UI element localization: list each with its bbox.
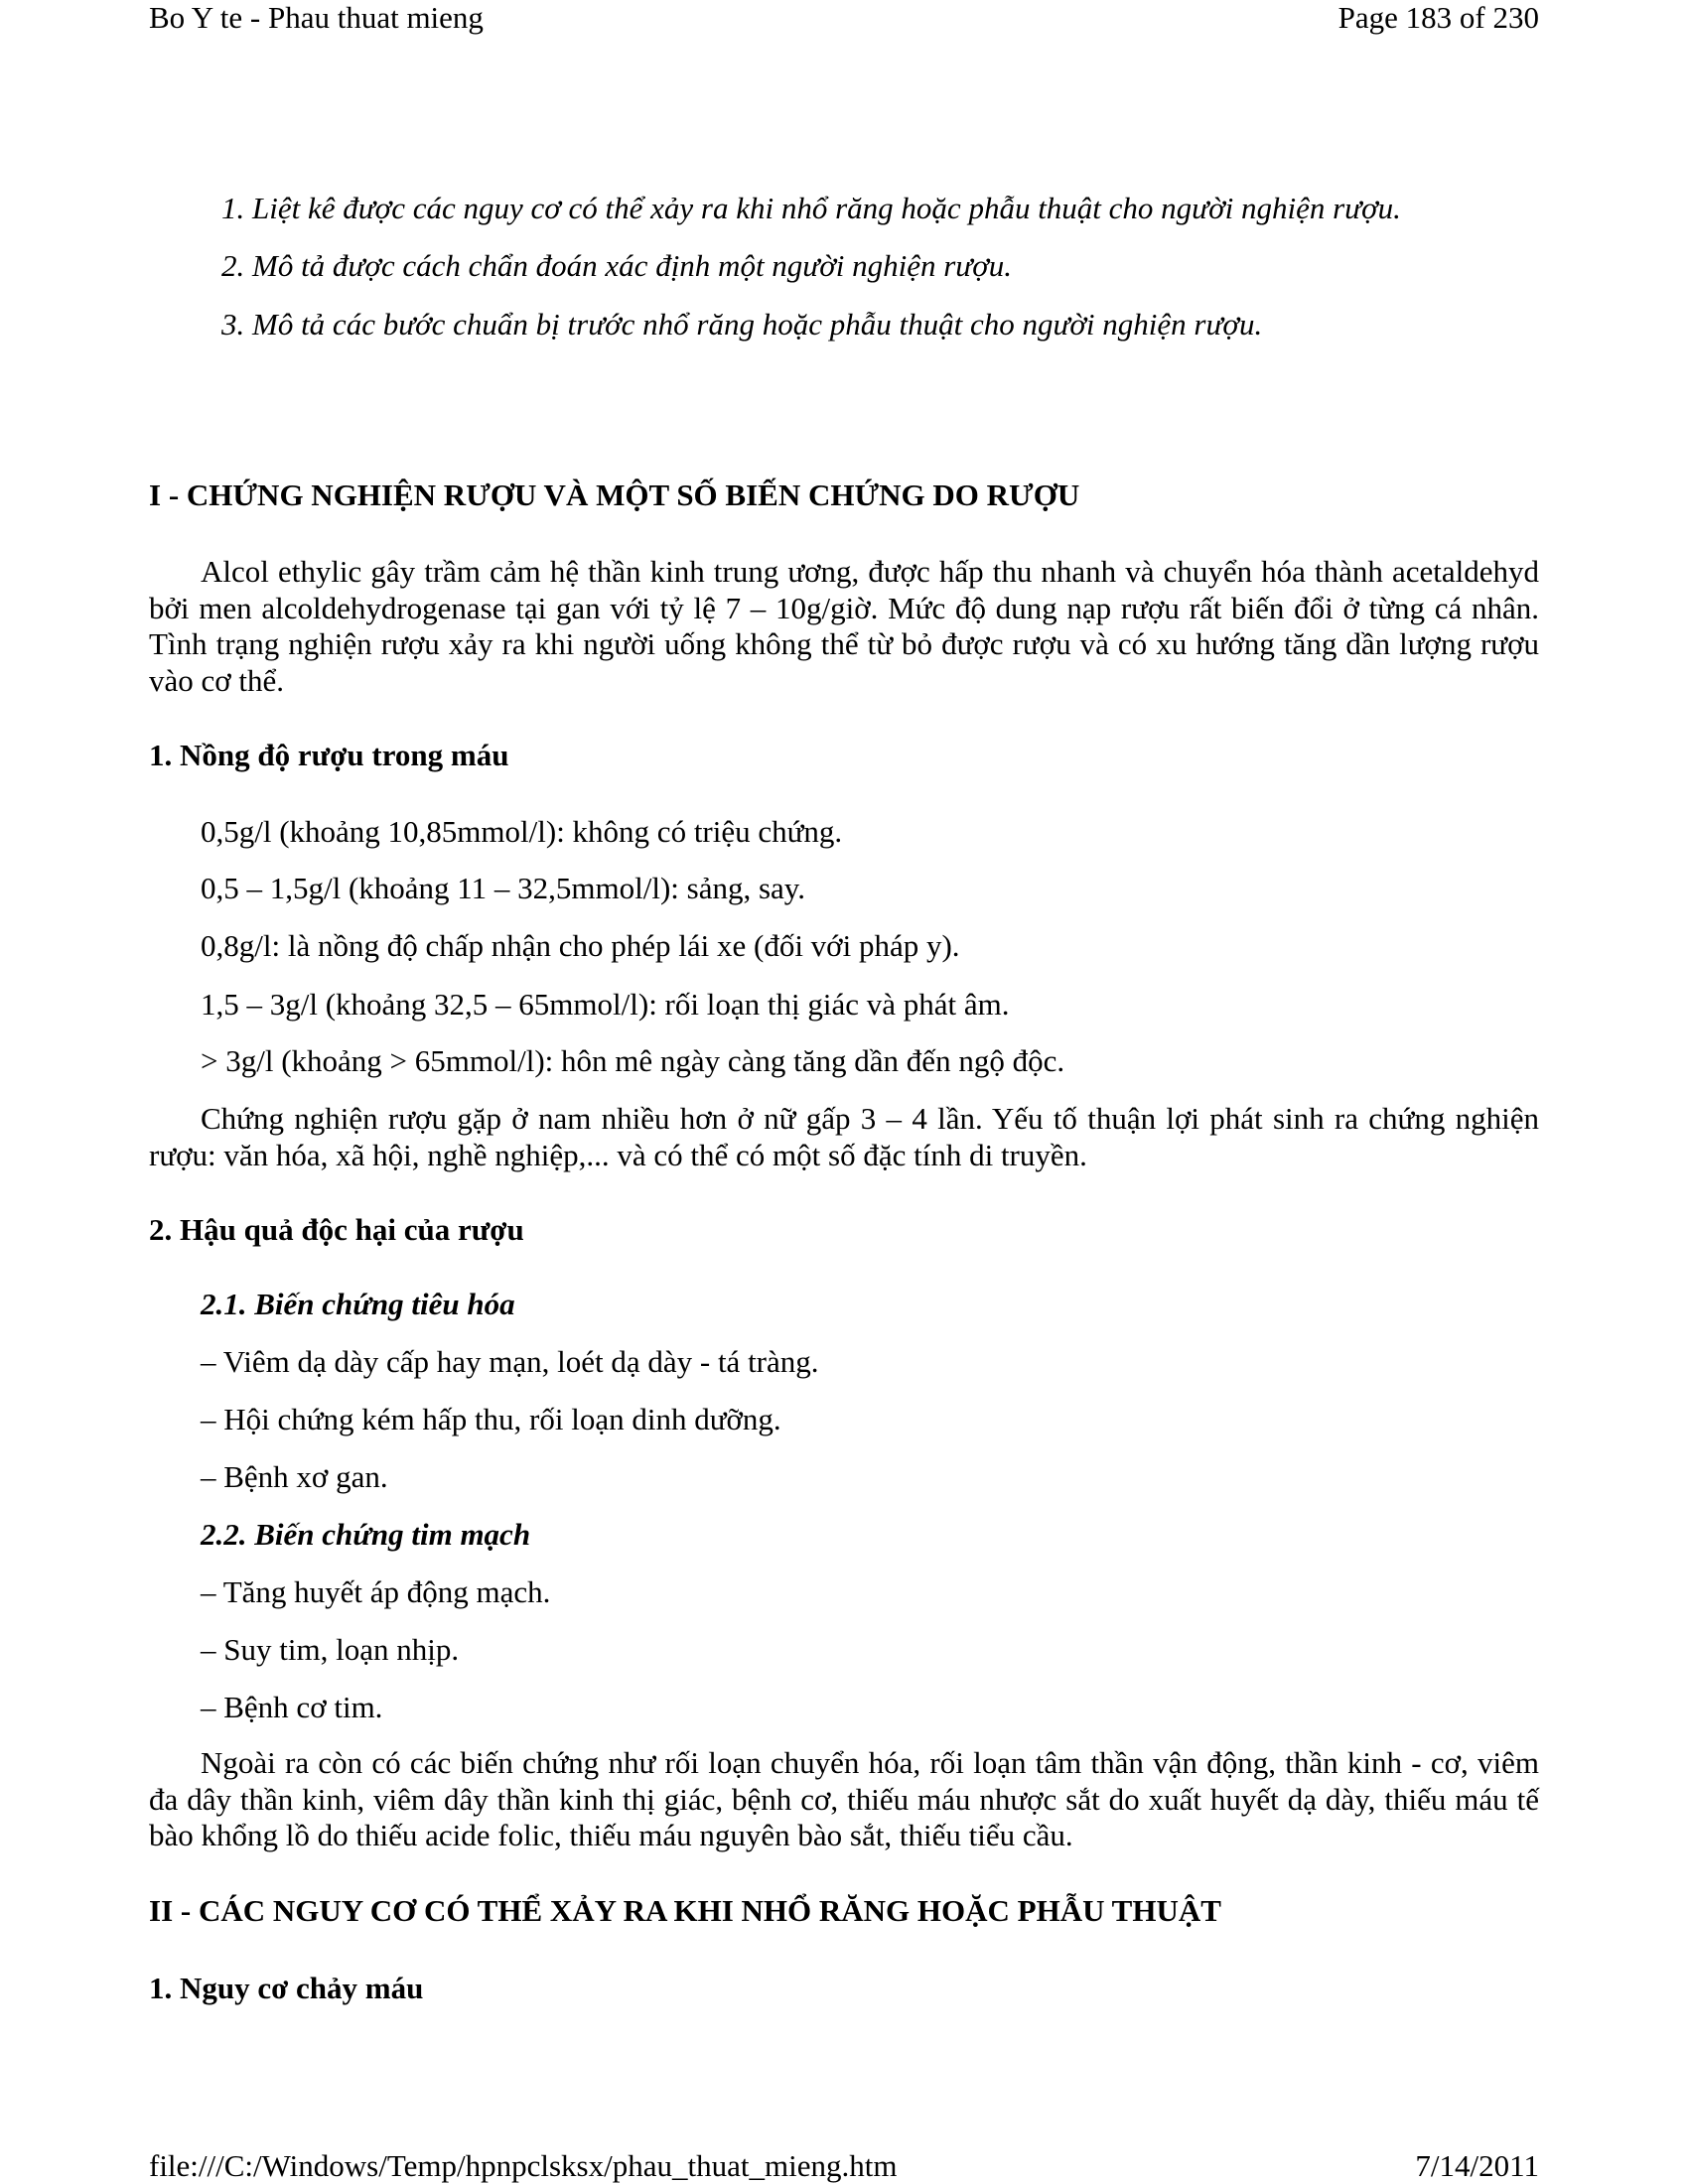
list-item: 1,5 – 3g/l (khoảng 32,5 – 65mmol/l): rối loạn thị giác và phát âm. — [201, 987, 1010, 1022]
list-item: 0,8g/l: là nồng độ chấp nhận cho phép lái xe (đối với pháp y). — [201, 928, 960, 963]
complications-paragraph: Ngoài ra còn có các biến chứng như rối loạn chuyển hóa, rối loạn tâm thần vận động, thần kinh - cơ, viêm đa dây thần kinh, viêm dây thần kinh thị giác, bệnh cơ, thiếu máu nhược sắt do xuất huyết dạ dày, thiếu máu tế bào khổng lồ do thiếu acide folic, thiếu máu nguyên bào sắt, thiếu tiểu cầu. — [149, 1745, 1539, 1852]
header-page-number: Page 183 of 230 — [1337, 0, 1539, 35]
list-item: – Viêm dạ dày cấp hay mạn, loét dạ dày - tá tràng. — [201, 1344, 819, 1379]
list-item: 0,5g/l (khoảng 10,85mmol/l): không có triệu chứng. — [201, 814, 843, 849]
list-item: – Bệnh cơ tim. — [201, 1690, 383, 1724]
list-item: > 3g/l (khoảng > 65mmol/l): hôn mê ngày càng tăng dần đến ngộ độc. — [201, 1043, 1065, 1078]
list-item: – Bệnh xơ gan. — [201, 1459, 388, 1494]
footer-file-path: file:///C:/Windows/Temp/hpnpclsksx/phau_thuat_mieng.htm — [149, 2148, 898, 2183]
objective-item: 2. Mô tả được cách chẩn đoán xác định một người nghiện rượu. — [221, 248, 1013, 283]
list-item: – Suy tim, loạn nhịp. — [201, 1632, 460, 1667]
objective-item: 3. Mô tả các bước chuẩn bị trước nhổ răng hoặc phẫu thuật cho người nghiện rượu. — [221, 307, 1263, 341]
list-item: – Hội chứng kém hấp thu, rối loạn dinh dưỡng. — [201, 1402, 781, 1436]
header-title: Bo Y te - Phau thuat mieng — [149, 0, 484, 35]
subsection-heading: 1. Nguy cơ chảy máu — [149, 1971, 424, 2005]
prevalence-paragraph: Chứng nghiện rượu gặp ở nam nhiều hơn ở nữ gấp 3 – 4 lần. Yếu tố thuận lợi phát sinh ra chứng nghiện rượu: văn hóa, xã hội, nghề nghiệp,... và có thể có một số đặc tính di truyền. — [149, 1101, 1539, 1172]
subsubsection-heading: 2.1. Biến chứng tiêu hóa — [201, 1287, 515, 1321]
footer-date: 7/14/2011 — [1415, 2148, 1539, 2183]
section-heading: I - CHỨNG NGHIỆN RƯỢU VÀ MỘT SỐ BIẾN CHỨNG DO RƯỢU — [149, 478, 1080, 512]
objective-item: 1. Liệt kê được các nguy cơ có thể xảy ra khi nhổ răng hoặc phẫu thuật cho người nghiện rượu. — [221, 191, 1401, 225]
list-item: – Tăng huyết áp động mạch. — [201, 1574, 551, 1609]
subsection-heading: 2. Hậu quả độc hại của rượu — [149, 1212, 524, 1247]
subsection-heading: 1. Nồng độ rượu trong máu — [149, 738, 509, 772]
intro-paragraph: Alcol ethylic gây trầm cảm hệ thần kinh trung ương, được hấp thu nhanh và chuyển hóa thành acetaldehyd bởi men alcoldehydrogenase tại gan với tỷ lệ 7 – 10g/giờ. Mức độ dung nạp rượu rất biến đổi ở từng cá nhân. Tình trạng nghiện rượu xảy ra khi người uống không thể từ bỏ được rượu và có xu hướng tăng dần lượng rượu vào cơ thể. — [149, 554, 1539, 698]
list-item: 0,5 – 1,5g/l (khoảng 11 – 32,5mmol/l): sảng, say. — [201, 871, 806, 905]
subsubsection-heading: 2.2. Biến chứng tim mạch — [201, 1517, 531, 1552]
section-heading: II - CÁC NGUY CƠ CÓ THỂ XẢY RA KHI NHỔ RĂNG HOẶC PHẪU THUẬT — [149, 1893, 1221, 1928]
